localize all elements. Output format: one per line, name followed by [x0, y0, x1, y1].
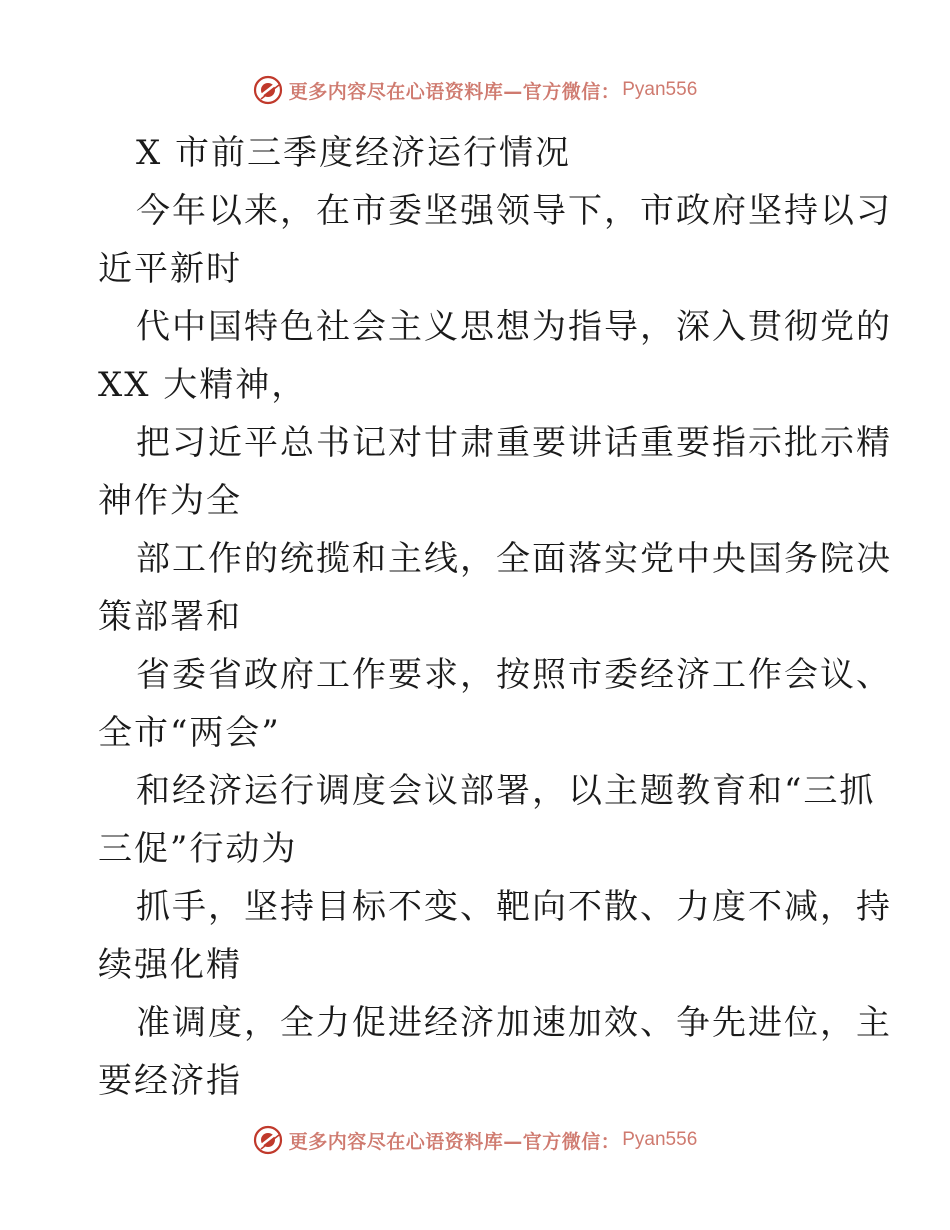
paragraph-line: 今年以来，在市委坚强领导下，市政府坚持以习 — [136, 191, 892, 231]
paragraph-line: 省委省政府工作要求，按照市委经济工作会议、 — [136, 655, 892, 695]
header-banner-text: 更多内容尽在心语资料库—官方微信： — [288, 80, 621, 103]
paragraph-line: 神作为全 — [98, 481, 242, 521]
paragraph-line: 全市“两会” — [98, 713, 281, 753]
footer-banner — [0, 1120, 950, 1160]
brand-logo-icon — [253, 75, 283, 105]
paragraph-line: 近平新时 — [98, 249, 242, 289]
paragraph-line: XX 大精神， — [98, 365, 308, 405]
header-banner-id: Pyan556 — [622, 79, 698, 100]
paragraph-line: 三促”行动为 — [98, 829, 298, 869]
footer-banner-text: 更多内容尽在心语资料库—官方微信： — [288, 1130, 621, 1153]
paragraph-line: 要经济指 — [98, 1061, 242, 1101]
paragraph-line: 续强化精 — [98, 945, 242, 985]
document-body — [98, 124, 892, 1110]
paragraph-line: 和经济运行调度会议部署，以主题教育和“三抓 — [136, 771, 876, 811]
paragraph-line: 代中国特色社会主义思想为指导，深入贯彻党的 — [136, 307, 892, 347]
paragraph-line: 把习近平总书记对甘肃重要讲话重要指示批示精 — [136, 423, 892, 463]
paragraph-line: 策部署和 — [98, 597, 242, 637]
paragraph-line: 抓手，坚持目标不变、靶向不散、力度不减，持 — [136, 887, 892, 927]
paragraph-line: 部工作的统揽和主线，全面落实党中央国务院决 — [136, 539, 892, 579]
paragraph-line: 准调度，全力促进经济加速加效、争先进位，主 — [136, 1003, 892, 1043]
footer-banner-id: Pyan556 — [622, 1129, 698, 1150]
document-title: X 市前三季度经济运行情况 — [136, 133, 572, 173]
header-banner — [0, 70, 950, 110]
brand-logo-icon — [253, 1125, 283, 1155]
